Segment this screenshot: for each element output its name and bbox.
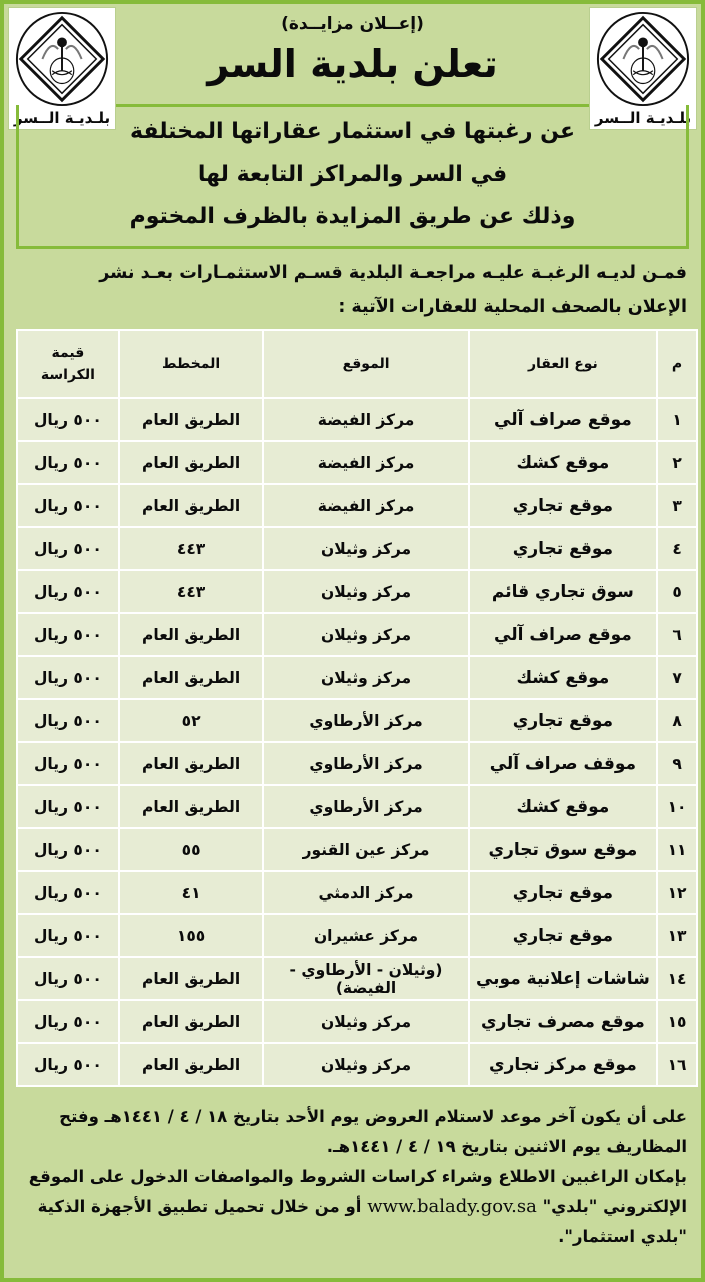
location-cell: مركز عشيران: [263, 914, 468, 957]
row-number-cell: ١٣: [657, 914, 697, 957]
plan-cell: الطريق العام: [119, 441, 264, 484]
purpose-line-3: وذلك عن طريق المزايدة بالظرف المختوم: [129, 204, 576, 229]
plan-cell: ٤١: [119, 871, 264, 914]
location-cell: مركز الأرطاوي: [263, 699, 468, 742]
location-cell: مركز عين القنور: [263, 828, 468, 871]
property-type-cell: شاشات إعلانية موبي: [469, 957, 657, 1000]
header-price-line-1: قيمة: [51, 345, 85, 361]
row-number-cell: ٩: [657, 742, 697, 785]
plan-cell: الطريق العام: [119, 1000, 264, 1043]
table-row: [17, 871, 697, 914]
row-number-cell: ١١: [657, 828, 697, 871]
booklet-price-cell: ٥٠٠ ريال: [17, 785, 119, 828]
table-row: [17, 570, 697, 613]
location-cell: مركز وثيلان: [263, 613, 468, 656]
booklet-price-cell: ٥٠٠ ريال: [17, 871, 119, 914]
row-number-cell: ٤: [657, 527, 697, 570]
intro-line-1: فمـن لديـه الرغبـة عليـه مراجعـة البلدية قسـم الاستثمـارات بعـد نشر: [99, 263, 687, 283]
booklet-price-cell: ٥٠٠ ريال: [17, 957, 119, 1000]
row-number-cell: ٥: [657, 570, 697, 613]
booklet-price-cell: ٥٠٠ ريال: [17, 914, 119, 957]
property-type-cell: موقع تجاري: [469, 871, 657, 914]
booklet-price-cell: ٥٠٠ ريال: [17, 570, 119, 613]
property-type-cell: موقع تجاري: [469, 914, 657, 957]
plan-cell: الطريق العام: [119, 613, 264, 656]
booklet-price-cell: ٥٠٠ ريال: [17, 656, 119, 699]
footer-notes: [18, 1102, 687, 1252]
row-number-cell: ٨: [657, 699, 697, 742]
table-row: [17, 656, 697, 699]
table-row: [17, 1043, 697, 1086]
table-row: [17, 484, 697, 527]
balady-website-link[interactable]: www.balady.gov.sa: [367, 1196, 537, 1217]
plan-cell: ٥٢: [119, 699, 264, 742]
header-num: م: [657, 330, 697, 398]
plan-cell: الطريق العام: [119, 785, 264, 828]
plan-cell: الطريق العام: [119, 957, 264, 1000]
table-row: [17, 613, 697, 656]
intro-line-2: الإعلان بالصحف المحلية للعقارات الآتية :: [338, 297, 687, 317]
plan-cell: ١٥٥: [119, 914, 264, 957]
property-type-cell: موقع صراف آلي: [469, 398, 657, 441]
table-row: [17, 742, 697, 785]
row-number-cell: ١٤: [657, 957, 697, 1000]
property-type-cell: موقع سوق تجاري: [469, 828, 657, 871]
header-price: [17, 330, 119, 398]
location-cell: مركز الفيضة: [263, 441, 468, 484]
purpose-line-2: في السر والمراكز التابعة لها: [197, 162, 508, 187]
property-type-cell: موقع تجاري: [469, 699, 657, 742]
plan-cell: الطريق العام: [119, 742, 264, 785]
announcement-type: (إعــلان مزايــدة): [281, 14, 424, 34]
booklet-price-cell: ٥٠٠ ريال: [17, 828, 119, 871]
plan-cell: ٥٥: [119, 828, 264, 871]
row-number-cell: ١٢: [657, 871, 697, 914]
table-row: [17, 828, 697, 871]
plan-cell: ٤٤٣: [119, 570, 264, 613]
emblem-icon: [594, 10, 692, 108]
logo-caption: بلـديـة الــسر: [13, 109, 111, 127]
booklet-price-cell: ٥٠٠ ريال: [17, 441, 119, 484]
location-cell: مركز وثيلان: [263, 656, 468, 699]
logo-caption: بلـديـة الــسر: [594, 109, 692, 127]
page-title: تعلن بلدية السر: [207, 42, 498, 86]
location-cell: مركز الدمثي: [263, 871, 468, 914]
location-cell: (وثيلان - الأرطاوي - الفيضة): [263, 957, 468, 1000]
property-type-cell: سوق تجاري قائم: [469, 570, 657, 613]
booklet-price-cell: ٥٠٠ ريال: [17, 613, 119, 656]
row-number-cell: ٢: [657, 441, 697, 484]
booklet-price-cell: ٥٠٠ ريال: [17, 484, 119, 527]
booklet-price-cell: ٥٠٠ ريال: [17, 699, 119, 742]
header-location: الموقع: [263, 330, 468, 398]
location-cell: مركز الفيضة: [263, 398, 468, 441]
plan-cell: الطريق العام: [119, 398, 264, 441]
row-number-cell: ١٦: [657, 1043, 697, 1086]
table-row: [17, 527, 697, 570]
plan-cell: ٤٤٣: [119, 527, 264, 570]
table-row: [17, 914, 697, 957]
table-row: [17, 785, 697, 828]
location-cell: مركز وثيلان: [263, 570, 468, 613]
location-cell: مركز وثيلان: [263, 1000, 468, 1043]
location-cell: مركز الأرطاوي: [263, 785, 468, 828]
table-row: [17, 1000, 697, 1043]
header-plan: المخطط: [119, 330, 264, 398]
booklet-price-cell: ٥٠٠ ريال: [17, 527, 119, 570]
location-cell: مركز الأرطاوي: [263, 742, 468, 785]
row-number-cell: ١: [657, 398, 697, 441]
booklet-price-cell: ٥٠٠ ريال: [17, 1000, 119, 1043]
purchase-paragraph: [18, 1162, 687, 1252]
purpose-box: [16, 105, 689, 249]
emblem-icon: [13, 10, 111, 108]
property-type-cell: موقع كشك: [469, 656, 657, 699]
row-number-cell: ٣: [657, 484, 697, 527]
booklet-price-cell: ٥٠٠ ريال: [17, 398, 119, 441]
plan-cell: الطريق العام: [119, 484, 264, 527]
property-type-cell: موقع صراف آلي: [469, 613, 657, 656]
property-type-cell: موقف صراف آلي: [469, 742, 657, 785]
table-row: [17, 699, 697, 742]
property-type-cell: موقع كشك: [469, 441, 657, 484]
location-cell: مركز وثيلان: [263, 1043, 468, 1086]
booklet-price-cell: ٥٠٠ ريال: [17, 742, 119, 785]
location-cell: مركز الفيضة: [263, 484, 468, 527]
row-number-cell: ١٠: [657, 785, 697, 828]
deadline-paragraph: على أن يكون آخر موعد لاستلام العروض يوم الأحد بتاريخ ١٨ / ٤ / ١٤٤١هـ وفتح المظاريف يوم الاثنين بتاريخ ١٩ / ٤ / ١٤٤١هـ.: [59, 1107, 687, 1156]
table-row: [17, 398, 697, 441]
location-cell: مركز وثيلان: [263, 527, 468, 570]
intro-paragraph: [18, 256, 687, 324]
plan-cell: الطريق العام: [119, 656, 264, 699]
table-row: [17, 441, 697, 484]
property-type-cell: موقع مركز تجاري: [469, 1043, 657, 1086]
booklet-price-cell: ٥٠٠ ريال: [17, 1043, 119, 1086]
property-type-cell: موقع تجاري: [469, 484, 657, 527]
purchase-text-after: أو من خلال تحميل تطبيق الأجهزة الذكية "بلدي استثمار".: [37, 1197, 687, 1246]
row-number-cell: ٦: [657, 613, 697, 656]
header-type: نوع العقار: [469, 330, 657, 398]
property-type-cell: موقع مصرف تجاري: [469, 1000, 657, 1043]
row-number-cell: ١٥: [657, 1000, 697, 1043]
header-price-line-2: الكراسة: [40, 367, 95, 383]
plan-cell: الطريق العام: [119, 1043, 264, 1086]
table-header-row: [17, 330, 697, 398]
purchase-text-before: بإمكان الراغبين الاطلاع وشراء كراسات الشروط والمواصفات الدخول على الموقع الإلكتروني "بلدي": [28, 1167, 687, 1216]
purpose-line-1: عن رغبتها في استثمار عقاراتها المختلفة: [130, 119, 575, 144]
property-type-cell: موقع كشك: [469, 785, 657, 828]
property-type-cell: موقع تجاري: [469, 527, 657, 570]
properties-table: [16, 329, 698, 1087]
table-row: [17, 957, 697, 1000]
row-number-cell: ٧: [657, 656, 697, 699]
